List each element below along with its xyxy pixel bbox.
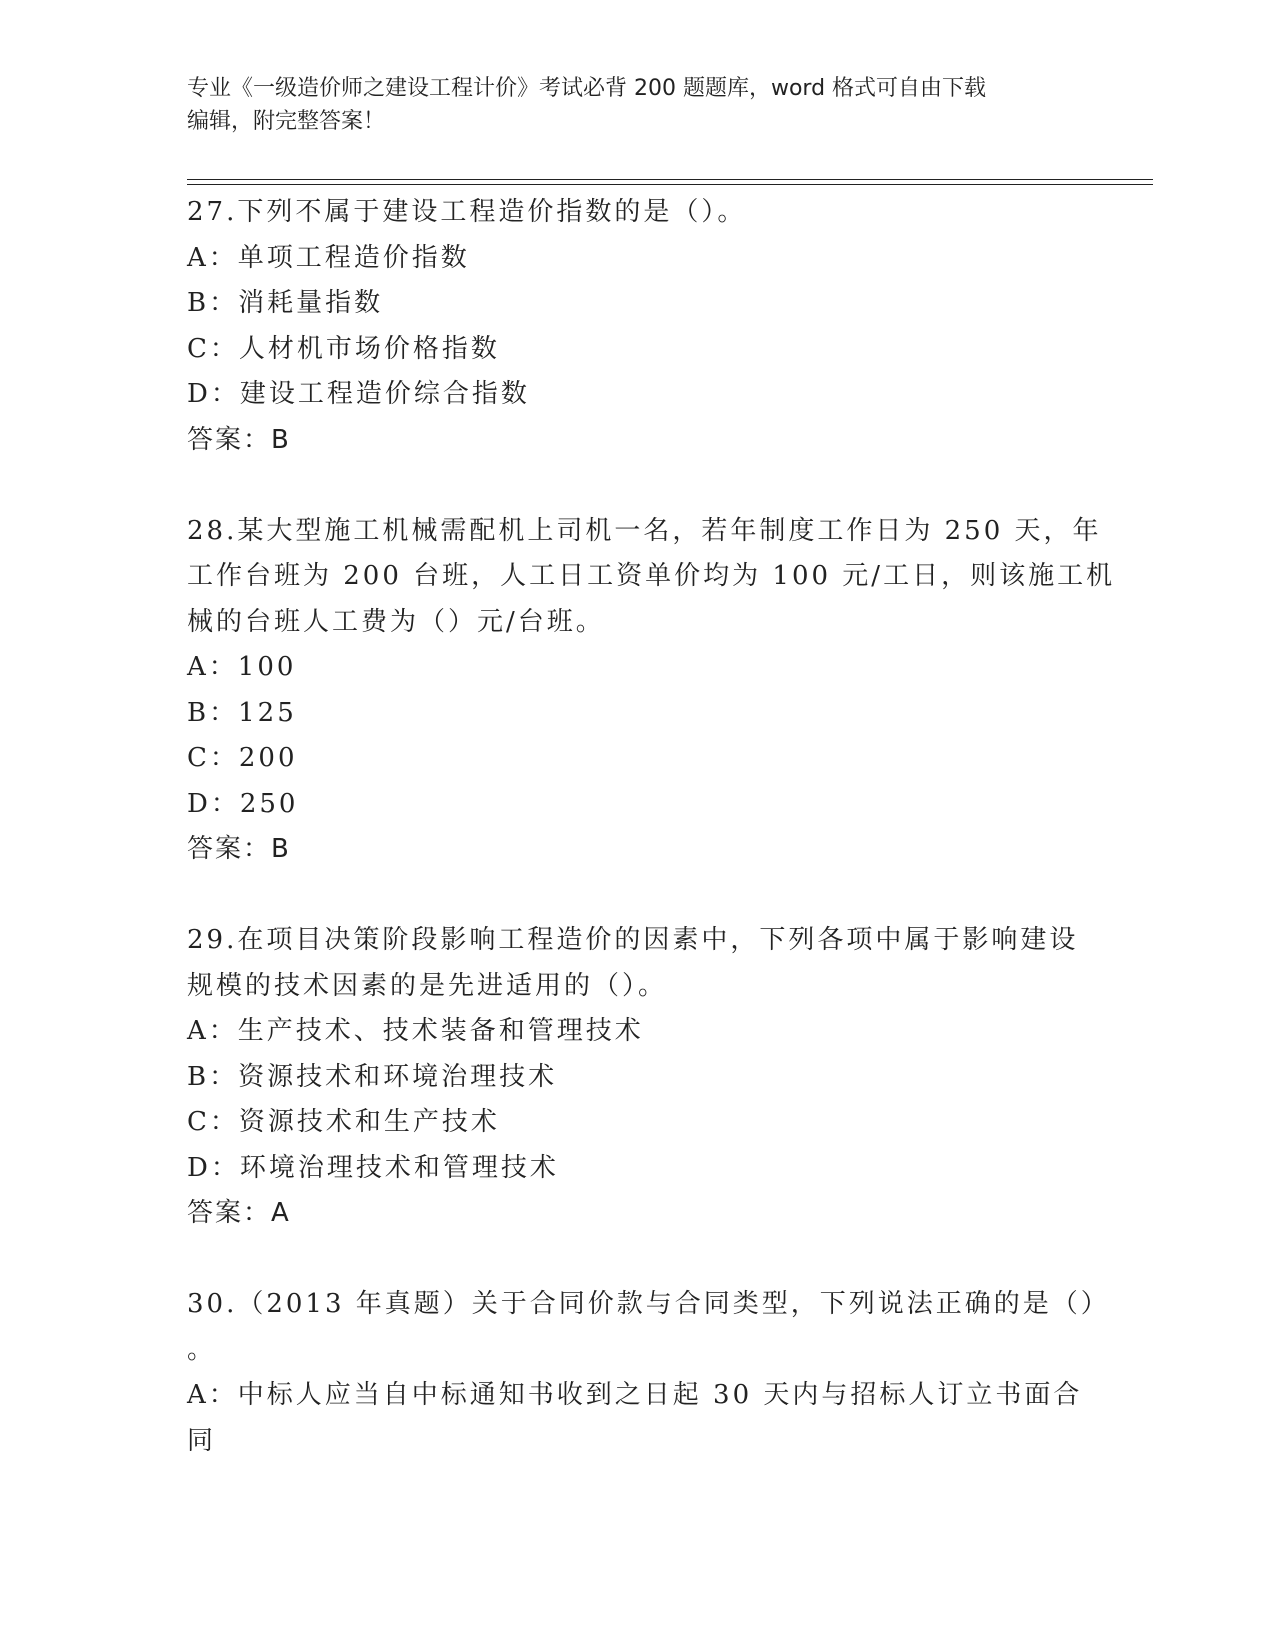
question-stem: 30.（2013 年真题）关于合同价款与合同类型，下列说法正确的是（） [187,1289,1110,1319]
question-27 [187,190,1087,463]
question-list [187,190,1116,1464]
question-stem: 27.下列不属于建设工程造价指数的是（）。 [187,197,747,227]
question-stem: 规模的技术因素的是先进适用的（）。 [187,970,668,1001]
option-c: C：人材机市场价格指数 [187,333,500,364]
question-30 [187,1282,1110,1464]
option-d: D：250 [187,788,299,819]
header-line-1: 专业《一级造价师之建设工程计价》考试必背 200 题题库，word 格式可自由下载 [187,76,987,101]
answer: 答案：B [187,424,291,455]
option-d: D：环境治理技术和管理技术 [187,1152,559,1183]
header-divider-top [187,179,1153,180]
question-29 [187,918,1087,1237]
question-stem: 工作台班为 200 台班，人工日工资单价均为 100 元/工日，则该施工机 [187,561,1116,591]
question-28 [187,509,1116,873]
answer: 答案：A [187,1198,291,1228]
header-line-2: 编辑，附完整答案！ [187,109,386,134]
answer: 答案：B [187,834,291,864]
option-a: A：100 [187,652,297,682]
question-stem: 械的台班人工费为（）元/台班。 [187,606,605,637]
question-stem: 。 [187,1334,217,1365]
header-divider-bottom [187,184,1153,185]
option-a: A：中标人应当自中标通知书收到之日起 30 天内与招标人订立书面合 [187,1380,1083,1410]
question-stem: 28.某大型施工机械需配机上司机一名，若年制度工作日为 250 天，年 [187,515,1102,546]
option-c: C：200 [187,743,298,773]
question-stem: 29.在项目决策阶段影响工程造价的因素中，下列各项中属于影响建设 [187,925,1079,955]
document-header [187,72,1087,138]
option-c: C：资源技术和生产技术 [187,1107,500,1137]
option-a: A：生产技术、技术装备和管理技术 [187,1016,644,1046]
option-b: B：资源技术和环境治理技术 [187,1061,558,1092]
option-a-continued: 同 [187,1425,217,1456]
option-b: B：125 [187,697,297,728]
option-b: B：消耗量指数 [187,288,384,318]
option-d: D：建设工程造价综合指数 [187,379,530,409]
option-a: A：单项工程造价指数 [187,242,470,273]
